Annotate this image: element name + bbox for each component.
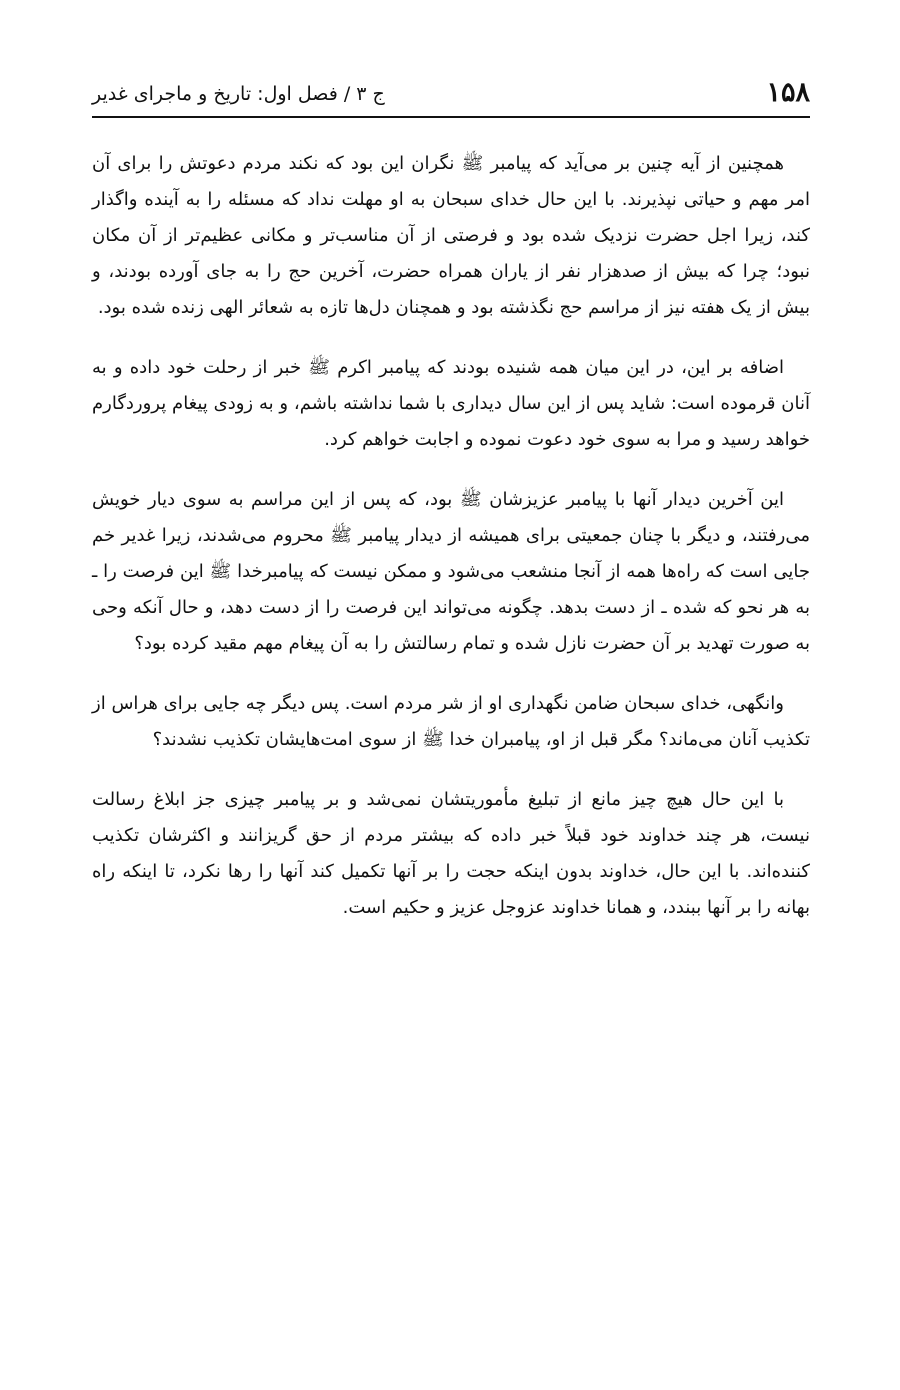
page-number: ۱۵۸ [766, 77, 810, 108]
page-header [92, 60, 810, 118]
body-text [92, 146, 810, 926]
paragraph: همچنین از آیه چنین بر می‌آید که پیامبر ﷺ نگران این بود که نکند مردم دعوتش را برای آن امر مهم و حیاتی نپذیرند. با این حال خدای سبحان به او مهلت نداد که مسئله را به آینده واگذار کند، زیرا اجل حضرت نزدیک شده بود و فرصتی از آن مناسب‌تر و مکانی عظیم‌تر از آن مکان نبود؛ چرا که بیش از صدهزار نفر از یاران همراه حضرت، آخرین حج را به جای آورده بودند، و بیش از یک هفته نیز از مراسم حج نگذشته بود و همچنان دل‌ها تازه به شعائر الهی زنده شده بود. [92, 153, 810, 318]
paragraph: این آخرین دیدار آنها با پیامبر عزیزشان ﷺ بود، که پس از این مراسم به سوی دیار خویش می‌رفتند، و دیگر با چنان جمعیتی برای همیشه از دیدار پیامبر ﷺ محروم می‌شدند، زیرا غدیر خم جایی است که راه‌ها همه از آنجا منشعب می‌شود و ممکن نیست که پیامبرخدا ﷺ این فرصت را ـ به هر نحو که شده ـ از دست بدهد. چگونه می‌تواند این فرصت را از دست دهد، و حال آنکه وحی به صورت تهدید بر آن حضرت نازل شده و تمام رسالتش را به آن پیغام مهم مقید کرده بود؟ [92, 489, 810, 654]
running-head: ج ۳ / فصل اول: تاریخ و ماجرای غدیر [92, 83, 385, 105]
paragraph: با این حال هیچ چیز مانع از تبلیغ مأموریتشان نمی‌شد و بر پیامبر چیزی جز ابلاغ رسالت نیست، هر چند خداوند خود قبلاً خبر داده که بیشتر مردم از حق گریزانند و اکثرشان تکذیب کننده‌اند. با این حال، خداوند بدون اینکه حجت را بر آنها تکمیل کند آنها را رها نکرد، تا اینکه راه بهانه را بر آنها ببندد، و همانا خداوند عزوجل عزیز و حکیم است. [92, 789, 810, 918]
book-page [92, 60, 810, 950]
paragraph: اضافه بر این، در این میان همه شنیده بودند که پیامبر اکرم ﷺ خبر از رحلت خود داده و به آنان قرموده است: شاید پس از این سال دیداری با شما نداشته باشم، و به زودی پیغام پروردگارم خواهد رسید و مرا به سوی خود دعوت نموده و اجابت خواهم کرد. [92, 357, 810, 450]
paragraph: وانگهی، خدای سبحان ضامن نگهداری او از شر مردم است. پس دیگر چه جایی برای هراس از تکذیب آنان می‌ماند؟ مگر قبل از او، پیامبران خدا ﷺ از سوی امت‌هایشان تکذیب نشدند؟ [92, 693, 810, 750]
